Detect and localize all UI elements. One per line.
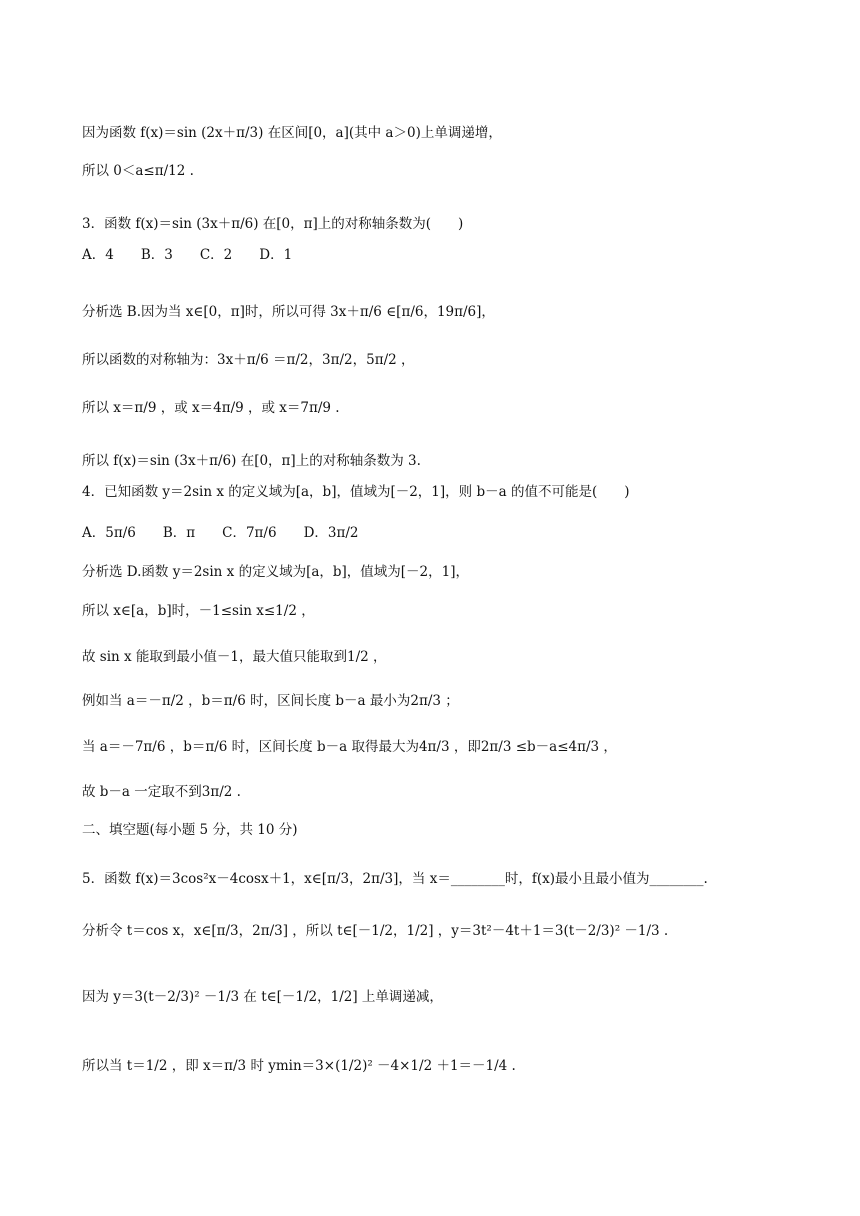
analysis-line [82,303,495,321]
question-5 [82,870,708,888]
line-text: A．5π/6 B．π C．7π/6 D．3π/2 [82,525,359,541]
line-text: 所以 x∈[a，b]时，－1≤sin x≤1/2 ， [82,603,315,619]
text-line [82,738,617,756]
options [82,246,292,264]
line-text: 所以 x＝π/9 ，或 x＝4π/9 ，或 x＝7π/9 . [82,400,340,416]
line-text: 当 a＝－7π/6 ，b＝π/6 时，区间长度 b－a 取得最大为4π/3 ，即2π/3 ≤b－a≤4π/3 ， [82,739,617,755]
line-text: 所以 f(x)＝sin (3x＋π/6) 在[0，π]上的对称轴条数为 3. [82,453,421,469]
text-line [82,162,194,180]
text-line [82,124,502,142]
line-text: 所以函数的对称轴为：3x＋π/6 ＝π/2，3π/2，5π/2 ， [82,352,415,368]
text-line [82,988,443,1006]
line-text: 分析选 B.因为当 x∈[0，π]时，所以可得 3x＋π/6 ∈[π/6，19π/6]， [82,304,495,320]
line-text: 所以 0＜a≤π/12 . [82,163,194,179]
line-text: 分析令 t＝cos x，x∈[π/3，2π/3] ，所以 t∈[－1/2，1/2] ，y＝3t²－4t＋1＝3(t－2/3)² －1/3 . [82,923,669,939]
text-line [82,399,340,417]
line-text: 5．函数 f(x)＝3cos²x－4cosx＋1，x∈[π/3，2π/3]，当 x＝________时，f(x)最小且最小值为________. [82,871,708,887]
line-text: 分析选 D.函数 y＝2sin x 的定义域为[a，b]，值域为[－2，1]， [82,564,470,580]
analysis-line [82,563,469,581]
question-4 [82,483,629,501]
line-text: 因为 y＝3(t－2/3)² －1/3 在 t∈[－1/2，1/2] 上单调递减， [82,989,443,1005]
line-text: 例如当 a＝－π/2 ，b＝π/6 时，区间长度 b－a 最小为2π/3 ； [82,693,459,709]
line-text: A．4 B．3 C．2 D．1 [82,247,293,263]
section-heading [82,821,297,839]
text-line [82,648,387,666]
text-line [82,452,421,470]
text-line [82,602,315,620]
text-line [82,1057,516,1075]
line-text: 故 sin x 能取到最小值－1，最大值只能取到1/2 ， [82,649,387,665]
analysis-line [82,922,668,940]
line-text: 故 b－a 一定取不到3π/2 . [82,784,241,800]
text-line [82,351,415,369]
text-line [82,692,459,710]
line-text: 二、填空题(每小题 5 分，共 10 分) [82,822,298,838]
line-text: 3．函数 f(x)＝sin (3x＋π/6) 在[0，π]上的对称轴条数为( ) [82,216,464,232]
line-text: 因为函数 f(x)＝sin (2x＋π/3) 在区间[0，a](其中 a＞0)上单调递增， [82,125,502,141]
line-text: 所以当 t＝1/2 ，即 x＝π/3 时 ymin＝3×(1/2)² －4×1/2 ＋1＝－1/4 . [82,1058,516,1074]
question-3 [82,215,463,233]
options [82,524,359,542]
line-text: 4．已知函数 y＝2sin x 的定义域为[a，b]，值域为[－2，1]，则 b－a 的值不可能是( ) [82,484,630,500]
text-line [82,783,241,801]
